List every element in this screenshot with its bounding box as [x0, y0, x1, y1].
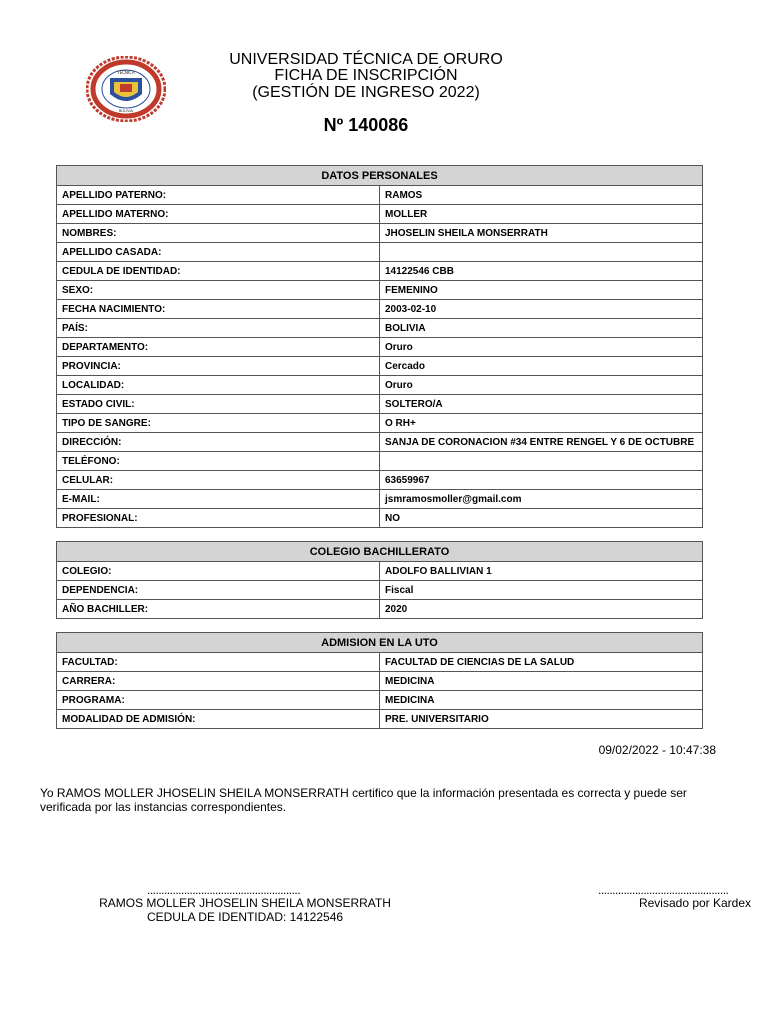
table-row [57, 395, 703, 414]
university-title: UNIVERSIDAD TÉCNICA DE ORURO [229, 51, 503, 68]
table-row [57, 224, 703, 243]
student-signature-line: ...................................................... [147, 883, 301, 897]
table-row [57, 262, 703, 281]
table-row [57, 672, 703, 691]
table-row [57, 452, 703, 471]
field-value: MEDICINA [380, 672, 703, 691]
field-value: FACULTAD DE CIENCIAS DE LA SALUD [380, 653, 703, 672]
field-label: FECHA NACIMIENTO: [57, 300, 380, 319]
field-value: 14122546 CBB [380, 262, 703, 281]
table-row [57, 433, 703, 452]
field-value: 63659967 [380, 471, 703, 490]
field-value: Oruro [380, 338, 703, 357]
field-label: NOMBRES: [57, 224, 380, 243]
table-row [57, 319, 703, 338]
table-row [57, 653, 703, 672]
timestamp: 09/02/2022 - 10:47:38 [598, 743, 716, 757]
student-name: RAMOS MOLLER JHOSELIN SHEILA MONSERRATH [99, 896, 391, 910]
field-label: PROVINCIA: [57, 357, 380, 376]
table-row [57, 300, 703, 319]
table-row [57, 691, 703, 710]
field-label: FACULTAD: [57, 653, 380, 672]
field-value: BOLIVIA [380, 319, 703, 338]
table-row [57, 600, 703, 619]
field-label: APELLIDO PATERNO: [57, 186, 380, 205]
field-label: COLEGIO: [57, 562, 380, 581]
field-label: CARRERA: [57, 672, 380, 691]
field-label: APELLIDO CASADA: [57, 243, 380, 262]
field-value: Cercado [380, 357, 703, 376]
datos-personales-table [56, 165, 703, 528]
table-row [57, 581, 703, 600]
field-value: 2020 [380, 600, 703, 619]
admision-table [56, 632, 703, 729]
table-row [57, 376, 703, 395]
logo-top-text: TÉCNICA [117, 70, 135, 75]
field-label: DEPENDENCIA: [57, 581, 380, 600]
table-row [57, 471, 703, 490]
field-value: RAMOS [380, 186, 703, 205]
table-row [57, 281, 703, 300]
table-row [57, 562, 703, 581]
kardex-signature-line: .............................................. [598, 883, 729, 897]
table-row [57, 338, 703, 357]
field-label: DEPARTAMENTO: [57, 338, 380, 357]
field-value: MOLLER [380, 205, 703, 224]
table-row [57, 357, 703, 376]
field-value: FEMENINO [380, 281, 703, 300]
student-id: CEDULA DE IDENTIDAD: 14122546 [146, 910, 344, 924]
table-row [57, 186, 703, 205]
logo-bottom-text: BOLIVIA [119, 109, 133, 113]
registration-number: Nº 140086 [323, 115, 409, 135]
field-label: CEDULA DE IDENTIDAD: [57, 262, 380, 281]
field-label: CELULAR: [57, 471, 380, 490]
table-row [57, 243, 703, 262]
field-value: SANJA DE CORONACION #34 ENTRE RENGEL Y 6 DE OCTUBRE [380, 433, 703, 452]
field-label: DIRECCIÓN: [57, 433, 380, 452]
field-value [380, 243, 703, 262]
table-row [57, 509, 703, 528]
field-value: Oruro [380, 376, 703, 395]
field-label: AÑO BACHILLER: [57, 600, 380, 619]
field-label: MODALIDAD DE ADMISIÓN: [57, 710, 380, 729]
field-label: TELÉFONO: [57, 452, 380, 471]
admision-header: ADMISION EN LA UTO [57, 633, 703, 653]
field-value: PRE. UNIVERSITARIO [380, 710, 703, 729]
field-value: MEDICINA [380, 691, 703, 710]
field-label: PAÍS: [57, 319, 380, 338]
field-label: APELLIDO MATERNO: [57, 205, 380, 224]
field-value: NO [380, 509, 703, 528]
field-value: ADOLFO BALLIVIAN 1 [380, 562, 703, 581]
field-label: E-MAIL: [57, 490, 380, 509]
field-label: LOCALIDAD: [57, 376, 380, 395]
datos-personales-header: DATOS PERSONALES [57, 166, 703, 186]
field-value: SOLTERO/A [380, 395, 703, 414]
field-label: SEXO: [57, 281, 380, 300]
field-label: TIPO DE SANGRE: [57, 414, 380, 433]
certification-text: Yo RAMOS MOLLER JHOSELIN SHEILA MONSERRATH certifico que la información presentada es correcta y puede ser verificada por las instancias correspondientes. [40, 786, 687, 814]
colegio-header: COLEGIO BACHILLERATO [57, 542, 703, 562]
gestion-title: (GESTIÓN DE INGRESO 2022) [252, 84, 480, 101]
colegio-table [56, 541, 703, 619]
field-label: PROGRAMA: [57, 691, 380, 710]
kardex-label: Revisado por Kardex [638, 896, 752, 910]
field-value: jsmramosmoller@gmail.com [380, 490, 703, 509]
table-row [57, 414, 703, 433]
field-label: PROFESIONAL: [57, 509, 380, 528]
table-row [57, 205, 703, 224]
university-seal-logo [86, 56, 166, 122]
field-value: 2003-02-10 [380, 300, 703, 319]
table-row [57, 710, 703, 729]
table-row [57, 490, 703, 509]
form-title: FICHA DE INSCRIPCIÓN [274, 67, 458, 84]
field-value: Fiscal [380, 581, 703, 600]
field-value: JHOSELIN SHEILA MONSERRATH [380, 224, 703, 243]
field-value: O RH+ [380, 414, 703, 433]
field-label: ESTADO CIVIL: [57, 395, 380, 414]
field-value [380, 452, 703, 471]
